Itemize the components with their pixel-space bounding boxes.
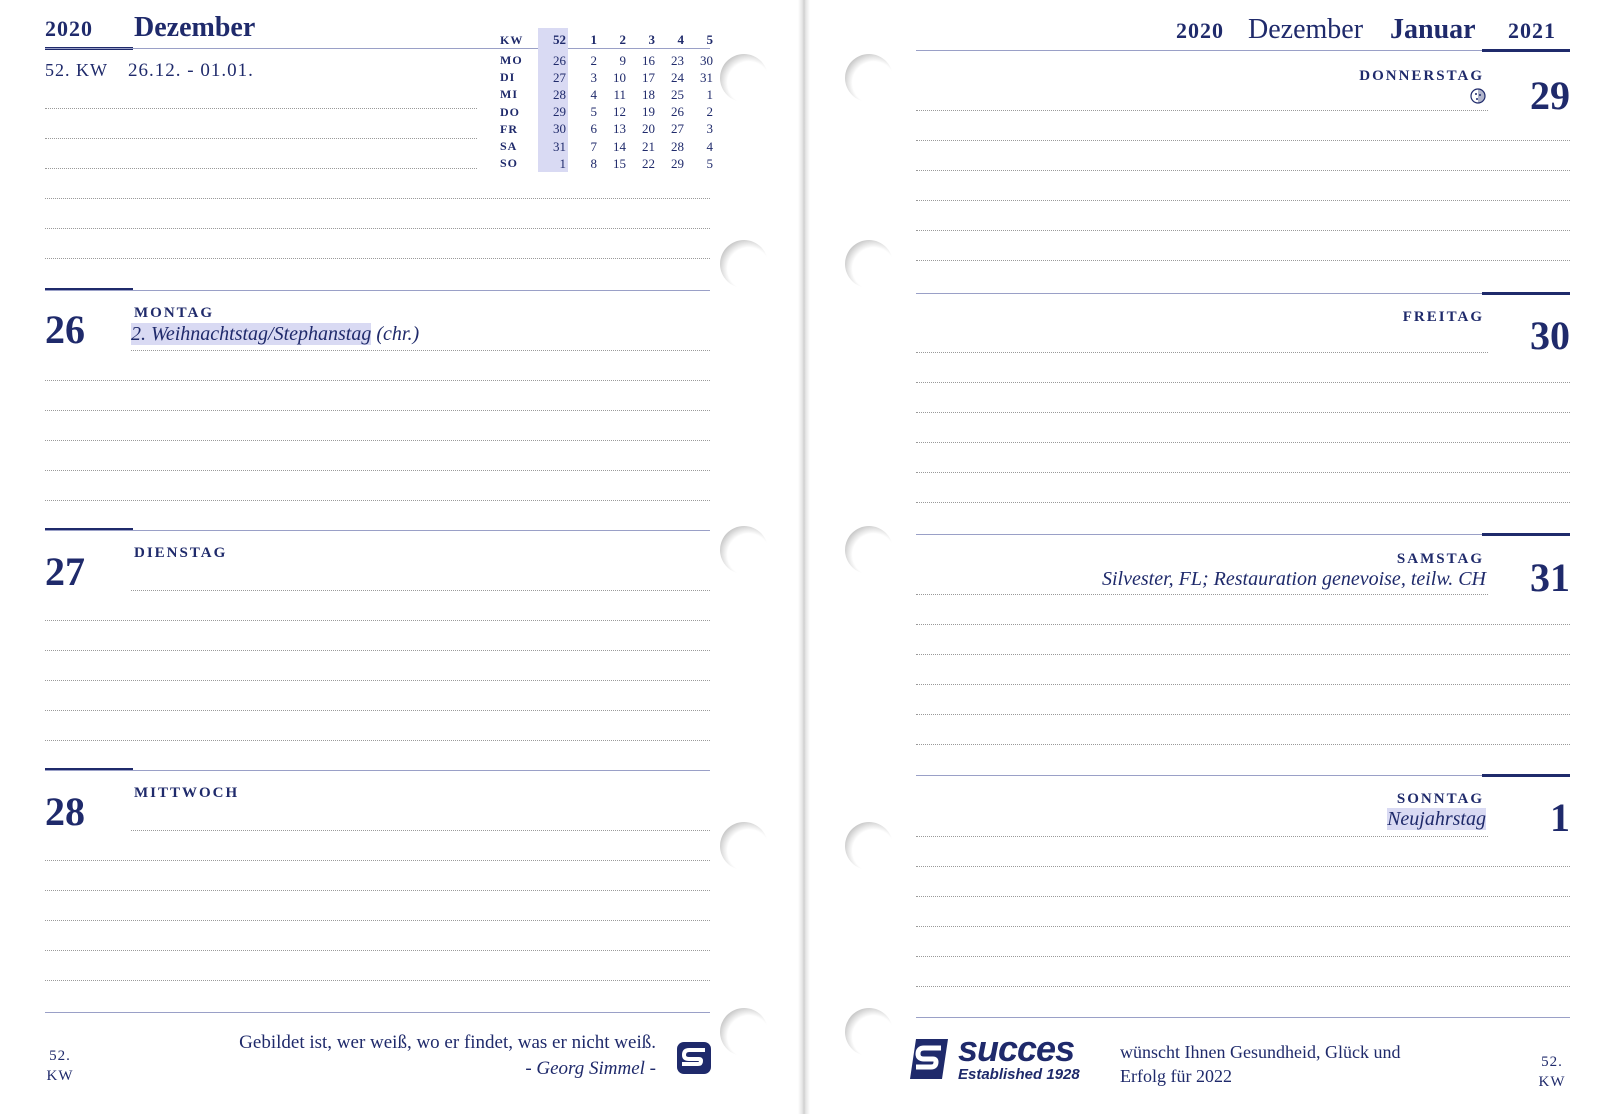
note-line[interactable]: [916, 654, 1570, 655]
mini-calendar-row: SO 1 8 15 22 29 5: [500, 155, 713, 171]
day-name: DONNERSTAG: [1359, 68, 1484, 84]
note-line[interactable]: [45, 680, 710, 681]
day-rule: [916, 293, 1570, 294]
day-number: 27: [45, 549, 85, 594]
note-line[interactable]: [131, 830, 710, 831]
note-line[interactable]: [916, 594, 1488, 595]
day-name: DIENSTAG: [134, 545, 228, 561]
note-line[interactable]: [45, 620, 710, 621]
wish-line-2: Erfolg für 2022: [1120, 1066, 1232, 1086]
note-line[interactable]: [45, 860, 710, 861]
quote-author: - Georg Simmel -: [525, 1058, 656, 1079]
note-line[interactable]: [45, 890, 710, 891]
note-line[interactable]: [916, 140, 1570, 141]
succes-logo-icon: [677, 1042, 711, 1074]
succes-logo-icon: [908, 1039, 950, 1079]
day-number: 26: [45, 307, 85, 352]
day-number: 30: [1530, 313, 1570, 358]
binder-hole: [845, 54, 893, 102]
right-page: [808, 0, 1608, 1114]
note-line[interactable]: [45, 108, 477, 109]
header-year-left: 2020: [1176, 18, 1224, 43]
binder-hole: [845, 822, 893, 870]
mini-calendar-row: FR 30 6 13 20 27 3: [500, 121, 713, 137]
note-line[interactable]: [916, 382, 1570, 383]
holiday-name: Silvester, FL; Restauration genevoise, teilw. CH: [1101, 568, 1486, 590]
day-name: SAMSTAG: [1396, 551, 1484, 567]
brand-established: Established 1928: [958, 1066, 1080, 1083]
note-line[interactable]: [916, 836, 1488, 837]
footer-week: [1532, 1052, 1572, 1092]
binder-hole: [720, 54, 768, 102]
binder-hole: [845, 526, 893, 574]
note-line[interactable]: [45, 198, 710, 199]
holiday-note: (chr.): [376, 323, 420, 345]
day-name: MONTAG: [134, 305, 215, 321]
quote-text: Gebildet ist, wer weiß, wo er findet, was er nicht weiß.: [239, 1032, 656, 1053]
note-line[interactable]: [916, 684, 1570, 685]
binder-hole: [720, 526, 768, 574]
footer-week-label: KW: [1538, 1074, 1566, 1090]
header-month-left: Dezember: [1248, 14, 1364, 45]
note-line[interactable]: [45, 950, 710, 951]
binder-hole: [720, 1008, 768, 1056]
day-rule: [45, 290, 710, 291]
note-line[interactable]: [916, 896, 1570, 897]
holiday-name: Neujahrstag: [1387, 808, 1486, 830]
footer-week: [40, 1046, 80, 1086]
header-month-right: Januar: [1390, 14, 1476, 45]
note-line[interactable]: [916, 714, 1570, 715]
mini-calendar-row: DI 27 3 10 17 24 31: [500, 69, 713, 85]
mini-calendar-row: SA 31 7 14 21 28 4: [500, 138, 713, 154]
note-line[interactable]: [131, 590, 710, 591]
note-line[interactable]: [45, 920, 710, 921]
mini-calendar-row: MI 28 4 11 18 25 1: [500, 86, 713, 102]
mini-calendar: [500, 28, 713, 172]
note-line[interactable]: [45, 380, 710, 381]
note-line[interactable]: [45, 228, 710, 229]
header-year-right: 2021: [1508, 18, 1556, 43]
note-line[interactable]: [45, 980, 710, 981]
day-rule: [45, 530, 710, 531]
holiday-name: 2. Weihnachtstag/Stephanstag: [131, 323, 372, 345]
moon-phase-icon: [1470, 88, 1486, 104]
note-line[interactable]: [916, 200, 1570, 201]
note-line[interactable]: [916, 110, 1488, 111]
footer-rule: [45, 1012, 710, 1013]
day-rule-accent: [1482, 292, 1570, 295]
mini-calendar-row: MO 26 2 9 16 23 30: [500, 52, 713, 68]
note-line[interactable]: [45, 500, 710, 501]
wish-line-1: wünscht Ihnen Gesundheid, Glück und: [1120, 1042, 1401, 1062]
note-line[interactable]: [916, 230, 1570, 231]
holiday-label: [131, 323, 419, 346]
note-line[interactable]: [45, 168, 477, 169]
header-year: 2020: [45, 16, 93, 41]
day-rule: [45, 770, 710, 771]
note-line[interactable]: [916, 260, 1570, 261]
note-line[interactable]: [45, 650, 710, 651]
note-line[interactable]: [916, 866, 1570, 867]
note-line[interactable]: [916, 412, 1570, 413]
header-rule-accent: [1482, 49, 1570, 52]
note-line[interactable]: [916, 956, 1570, 957]
holiday-label: [1268, 808, 1486, 831]
day-number: 29: [1530, 73, 1570, 118]
binder-hole: [845, 1008, 893, 1056]
note-line[interactable]: [916, 926, 1570, 927]
footer-week-number: 52.: [49, 1048, 71, 1064]
note-line[interactable]: [916, 442, 1570, 443]
footer-wish: [1120, 1040, 1460, 1088]
footer-week-label: KW: [46, 1068, 74, 1084]
day-number: 28: [45, 789, 85, 834]
day-name: SONNTAG: [1396, 791, 1484, 807]
day-number: 1: [1550, 795, 1570, 840]
day-rule-accent: [1482, 533, 1570, 536]
note-line[interactable]: [45, 440, 710, 441]
footer-quote: [120, 1030, 656, 1082]
header-month: Dezember: [134, 12, 256, 43]
binder-hole: [720, 822, 768, 870]
header-rule: [916, 50, 1570, 51]
note-line[interactable]: [916, 624, 1570, 625]
week-label: 52. KW: [45, 60, 108, 80]
note-line[interactable]: [45, 470, 710, 471]
left-page: [0, 0, 800, 1114]
note-line[interactable]: [916, 502, 1570, 503]
note-line[interactable]: [131, 350, 710, 351]
note-line[interactable]: [45, 740, 710, 741]
day-name: FREITAG: [1402, 309, 1484, 325]
day-rule: [916, 534, 1570, 535]
note-line[interactable]: [916, 352, 1488, 353]
footer-week-number: 52.: [1541, 1054, 1563, 1070]
note-line[interactable]: [916, 744, 1570, 745]
day-name: MITTWOCH: [134, 785, 240, 801]
note-line[interactable]: [916, 170, 1570, 171]
binder-hole: [845, 240, 893, 288]
binder-hole: [720, 240, 768, 288]
note-line[interactable]: [45, 710, 710, 711]
note-line[interactable]: [45, 258, 710, 259]
brand-name: succes: [958, 1028, 1075, 1069]
note-line[interactable]: [916, 986, 1570, 987]
note-line[interactable]: [916, 472, 1570, 473]
mini-calendar-header: KW 52 1 2 3 4 5: [500, 28, 713, 52]
footer-rule: [916, 1017, 1570, 1018]
mini-calendar-row: DO 29 5 12 19 26 2: [500, 104, 713, 120]
day-rule: [916, 775, 1570, 776]
date-range: 26.12. - 01.01.: [128, 60, 254, 81]
note-line[interactable]: [45, 138, 477, 139]
day-rule-accent: [1482, 774, 1570, 777]
day-number: 31: [1530, 555, 1570, 600]
note-line[interactable]: [45, 410, 710, 411]
